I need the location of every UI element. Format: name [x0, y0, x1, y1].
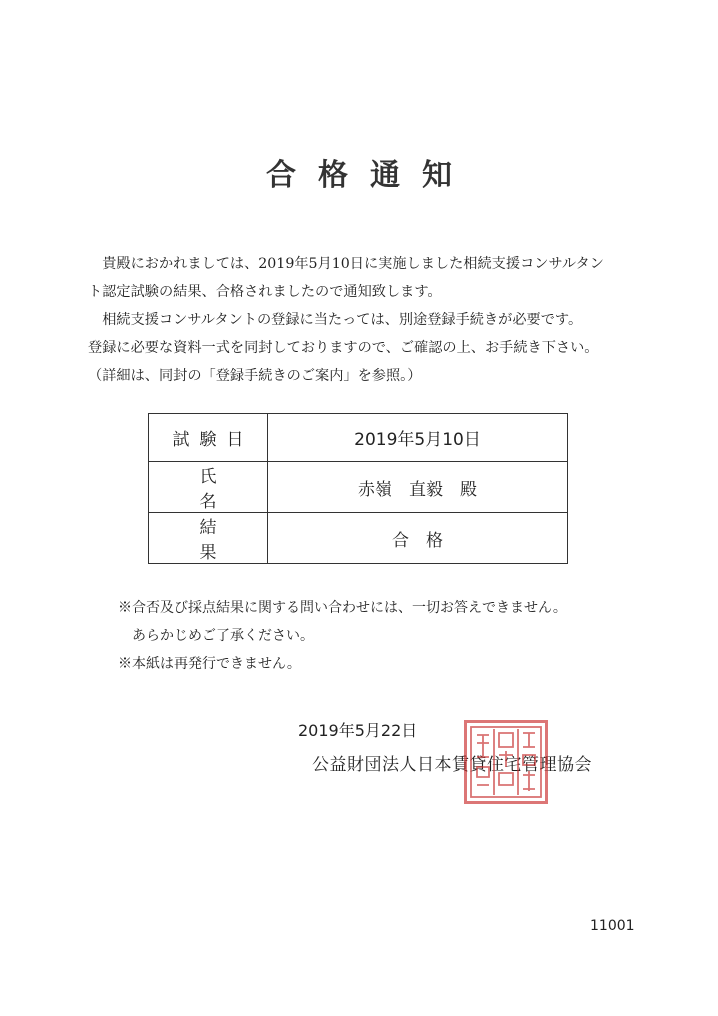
body-line: （詳細は、同封の「登録手続きのご案内」を参照。）	[88, 368, 422, 384]
body-line: 貴殿におかれましては、2019年5月10日に実施しました相続支援コンサルタン	[88, 256, 604, 272]
notice-body	[88, 250, 648, 390]
table-row	[149, 462, 568, 513]
note-line: あらかじめご了承ください。	[132, 628, 314, 644]
body-line: 登録に必要な資料一式を同封しておりますので、ご確認の上、お手続き下さい。	[88, 340, 599, 356]
table-row	[149, 513, 568, 564]
page-title: 合格通知	[266, 158, 474, 193]
exam-date-label: 試験日	[149, 414, 268, 462]
result-label: 結果	[149, 513, 268, 564]
body-line: ト認定試験の結果、合格されましたので通知致します。	[88, 284, 442, 300]
name-value: 赤嶺 直毅 殿	[268, 462, 568, 513]
notes	[118, 594, 567, 678]
name-label: 氏名	[149, 462, 268, 513]
exam-date-value: 2019年5月10日	[268, 414, 568, 462]
note-line: ※本紙は再発行できません。	[118, 656, 301, 672]
result-table	[148, 413, 568, 564]
issue-date: 2019年5月22日	[298, 721, 418, 740]
table-row	[149, 414, 568, 462]
body-line: 相続支援コンサルタントの登録に当たっては、別途登録手続きが必要です。	[88, 312, 583, 328]
note-line: ※合否及び採点結果に関する問い合わせには、一切お答えできません。	[118, 600, 567, 616]
result-value: 合 格	[268, 513, 568, 564]
document-number: 11001	[590, 918, 635, 934]
official-seal	[464, 720, 548, 804]
issuer-name: 公益財団法人日本賃貸住宅管理協会	[312, 755, 592, 775]
seal-pattern	[467, 723, 545, 801]
